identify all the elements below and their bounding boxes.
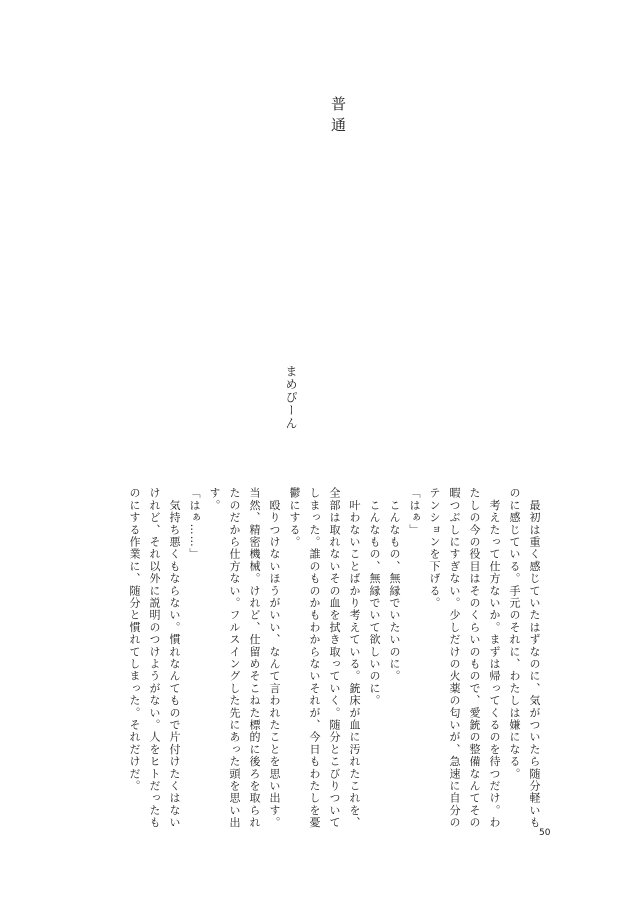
paragraph: 気持ち悪くもならない。慣れなんてもので片付けたくはないけれど、それ以外に説明のつけようがない。人をヒトだったものにする作業に、随分と慣れてしまった。それだけだ。 — [128, 487, 181, 829]
paragraph: 最初は重く感じていたはずなのに、気がついたら随分軽いものに感じている。手元のそれに、わたしは嫌になる。 — [508, 487, 541, 829]
story-body — [94, 487, 544, 837]
paragraph: 「はぁ……」 — [188, 487, 201, 561]
paragraph: こんなもの、無縁でいて欲しいのに。 — [368, 487, 381, 707]
page-number: 50 — [539, 828, 551, 838]
paragraph: 考えたって仕方ないか。まずは帰ってくるのを待つだけ。わたしの今の役目はそのくらいのもので、愛銃の整備なんてその暇つぶしにすぎない。少しだけの火薬の匂いが、急速に自分のテンションを下げる。 — [428, 487, 501, 829]
story-title: 普通 — [329, 96, 347, 138]
paragraph: 「はぁ」 — [408, 487, 421, 536]
author-name: まめぴーん — [284, 365, 298, 430]
paragraph: 殴りつけないほうがいい、なんて言われたことを思い出す。当然、精密機械。けれど、仕留めそこねた標的に後ろを取られたのだから仕方ない。フルスイングした先にあった頭を思い出す。 — [208, 487, 281, 829]
paragraph: こんなもの、無縁でいたいのに。 — [388, 487, 401, 683]
paragraph: 叶わないことばかり考えている。銃床が血に汚れたこれを、全部は取れないその血を拭き取っていく。随分とこびりついてしまった。誰のものかもわからないそれが、今日もわたしを憂鬱にする。 — [288, 487, 361, 829]
